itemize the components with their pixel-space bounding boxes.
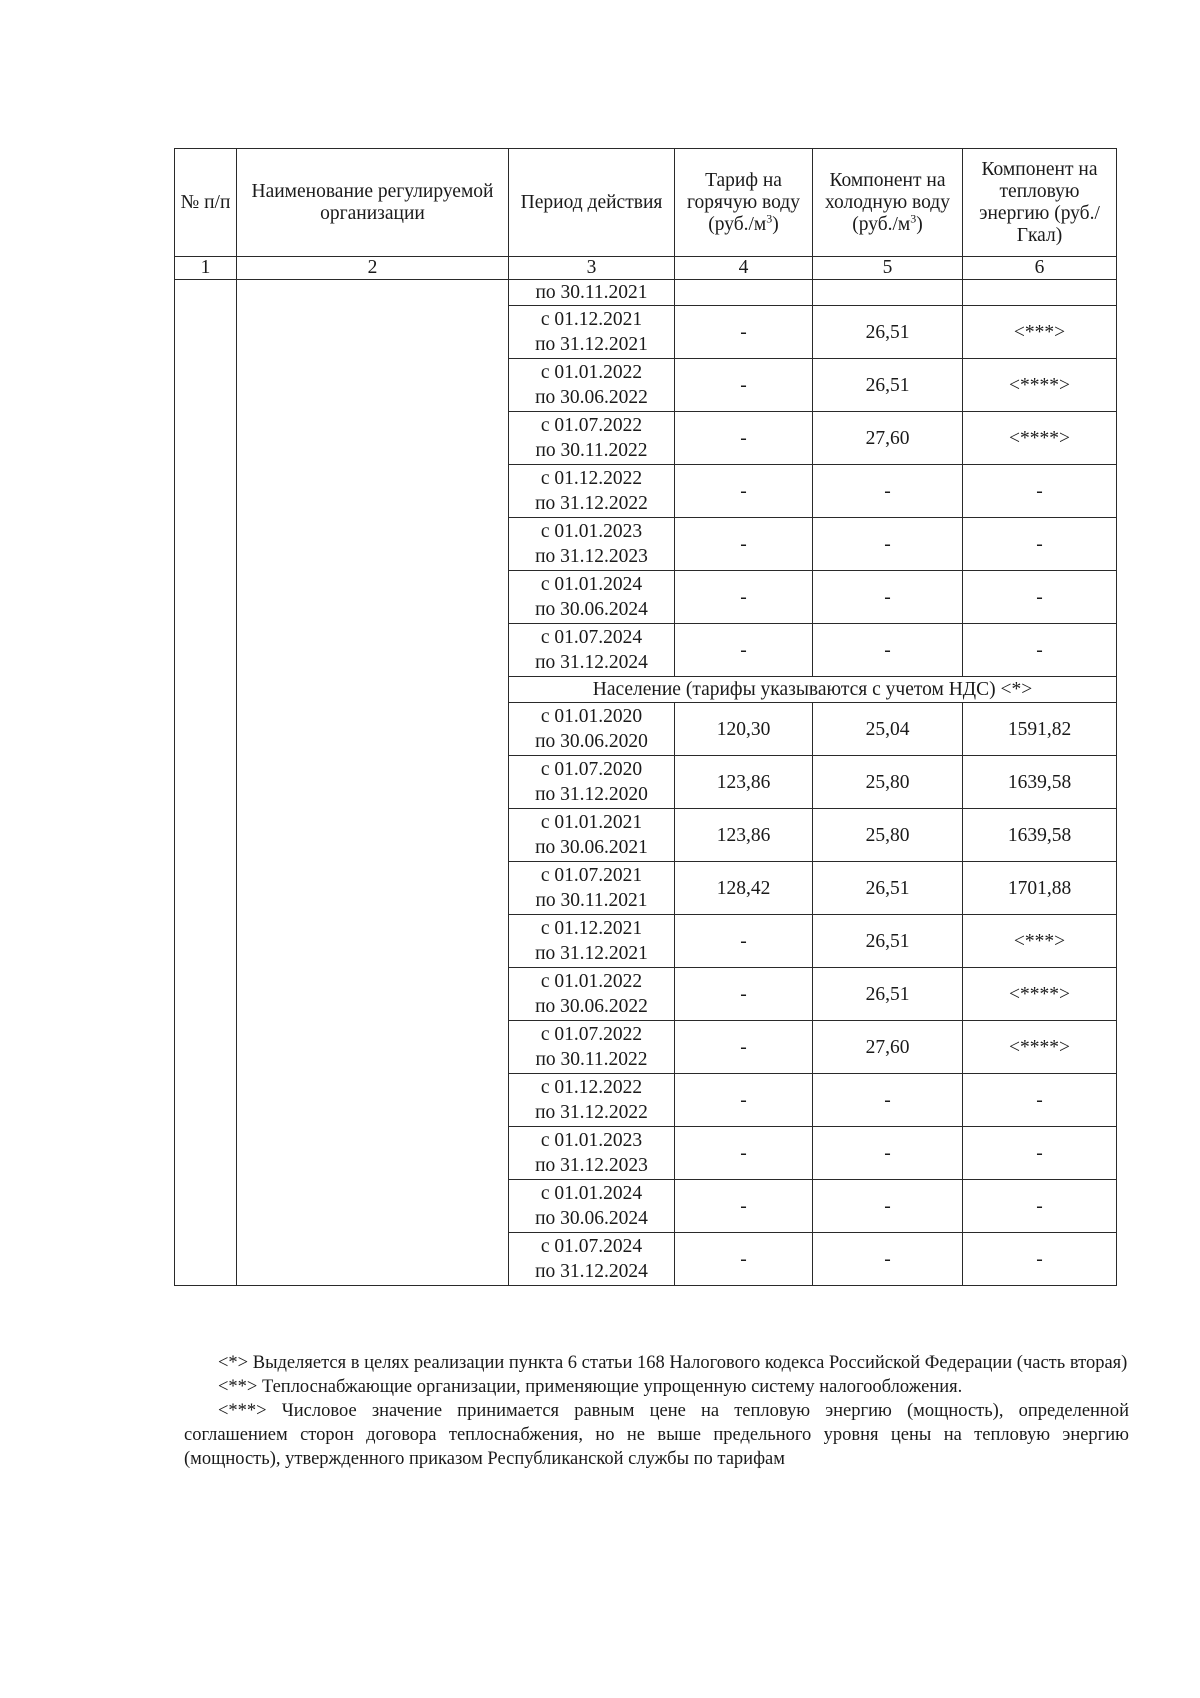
period-start: с 01.01.2022	[540, 971, 643, 992]
heat-component-cell: -	[963, 1180, 1117, 1233]
period-cell	[509, 412, 675, 465]
period-cell: по 30.11.2021	[509, 280, 675, 306]
period-start: с 01.01.2023	[540, 521, 643, 542]
hot-water-cell: -	[675, 968, 813, 1021]
cold-component-cell: 27,60	[813, 1021, 963, 1074]
period-end: по 30.11.2022	[535, 1049, 648, 1070]
cold-component-cell: -	[813, 1127, 963, 1180]
cold-component-cell: 26,51	[813, 968, 963, 1021]
heat-component-cell: -	[963, 624, 1117, 677]
num-cell	[175, 280, 237, 1286]
period-start: с 01.12.2022	[540, 468, 643, 489]
column-number: 2	[237, 257, 509, 280]
period-cell	[509, 915, 675, 968]
footnotes	[184, 1351, 1129, 1471]
period-start: с 01.07.2022	[540, 415, 643, 436]
heat-component-cell: 1639,58	[963, 756, 1117, 809]
hot-water-cell: -	[675, 465, 813, 518]
period-end: по 30.06.2020	[535, 731, 648, 752]
header-hot-water: Тариф на горячую воду $(руб./м^3)$	[675, 149, 813, 257]
period-start: с 01.01.2022	[540, 362, 643, 383]
hot-water-cell: -	[675, 1180, 813, 1233]
hot-water-cell: -	[675, 915, 813, 968]
cold-component-cell: 26,51	[813, 862, 963, 915]
period-start: с 01.07.2024	[540, 627, 643, 648]
cold-component-cell: 25,04	[813, 703, 963, 756]
hot-water-cell: -	[675, 359, 813, 412]
period-start: с 01.12.2021	[540, 918, 643, 939]
heat-component-cell: -	[963, 1074, 1117, 1127]
period-start: с 01.01.2020	[540, 706, 643, 727]
period-cell	[509, 1074, 675, 1127]
period-cell	[509, 571, 675, 624]
header-heat-component: Компонент на тепловую энергию (руб./Гкал)	[963, 149, 1117, 257]
period-start: с 01.07.2020	[540, 759, 643, 780]
hot-water-cell: -	[675, 624, 813, 677]
period-end: по 30.11.2022	[535, 440, 648, 461]
column-number: 5	[813, 257, 963, 280]
heat-component-cell: 1639,58	[963, 809, 1117, 862]
cold-component-cell: -	[813, 1233, 963, 1286]
period-cell	[509, 306, 675, 359]
org-cell	[237, 280, 509, 1286]
period-end: по 30.06.2022	[535, 387, 648, 408]
column-number: 6	[963, 257, 1117, 280]
hot-water-cell: -	[675, 571, 813, 624]
period-end: по 31.12.2020	[535, 784, 648, 805]
period-start: с 01.07.2024	[540, 1236, 643, 1257]
period-end: по 31.12.2021	[535, 943, 648, 964]
section-label: Население (тарифы указываются с учетом НДС) <*>	[509, 677, 1117, 703]
period-cell	[509, 703, 675, 756]
header-period: Период действия	[509, 149, 675, 257]
column-number-row	[175, 257, 1117, 280]
cold-component-cell: -	[813, 571, 963, 624]
hot-water-cell: 120,30	[675, 703, 813, 756]
column-number: 1	[175, 257, 237, 280]
heat-component-cell: -	[963, 571, 1117, 624]
hot-water-cell: -	[675, 412, 813, 465]
period-cell	[509, 1127, 675, 1180]
table-body	[175, 280, 1117, 1286]
cold-component-cell	[813, 280, 963, 306]
cold-component-cell: 26,51	[813, 359, 963, 412]
table-row	[175, 280, 1117, 306]
header-org: Наименование регулируемой организации	[237, 149, 509, 257]
column-number: 4	[675, 257, 813, 280]
cold-component-cell: 27,60	[813, 412, 963, 465]
hot-water-cell: 128,42	[675, 862, 813, 915]
period-cell	[509, 1233, 675, 1286]
period-cell	[509, 756, 675, 809]
period-cell	[509, 1021, 675, 1074]
footnote-1: <*> Выделяется в целях реализации пункта 6 статьи 168 Налогового кодекса Российской Федерации (часть вторая)	[218, 1353, 1128, 1373]
period-end: по 31.12.2023	[535, 1155, 648, 1176]
hot-water-cell: -	[675, 1127, 813, 1180]
heat-component-cell: -	[963, 1127, 1117, 1180]
heat-component-cell: <****>	[963, 412, 1117, 465]
period-end: по 31.12.2021	[535, 334, 648, 355]
header-row	[175, 149, 1117, 257]
period-cell	[509, 465, 675, 518]
hot-water-cell: -	[675, 306, 813, 359]
period-end: по 31.12.2024	[535, 652, 648, 673]
cold-component-cell: 25,80	[813, 756, 963, 809]
heat-component-cell: <****>	[963, 968, 1117, 1021]
cold-component-cell: -	[813, 518, 963, 571]
period-end: по 30.06.2021	[535, 837, 648, 858]
cold-component-cell: -	[813, 624, 963, 677]
period-start: с 01.07.2022	[540, 1024, 643, 1045]
period-end: по 31.12.2023	[535, 546, 648, 567]
heat-component-cell: 1701,88	[963, 862, 1117, 915]
cold-component-cell: -	[813, 1074, 963, 1127]
period-end: по 30.06.2022	[535, 996, 648, 1017]
cold-component-cell: -	[813, 465, 963, 518]
period-cell	[509, 809, 675, 862]
hot-water-cell: -	[675, 1021, 813, 1074]
period-end: по 30.06.2024	[535, 1208, 648, 1229]
hot-water-cell: -	[675, 1074, 813, 1127]
period-end: по 31.12.2024	[535, 1261, 648, 1282]
cold-component-cell: -	[813, 1180, 963, 1233]
period-end: по 30.11.2021	[535, 890, 648, 911]
heat-component-cell: 1591,82	[963, 703, 1117, 756]
period-start: с 01.12.2021	[540, 309, 643, 330]
header-num: № п/п	[175, 149, 237, 257]
period-start: с 01.01.2024	[540, 1183, 643, 1204]
heat-component-cell: -	[963, 465, 1117, 518]
period-end: по 30.06.2024	[535, 599, 648, 620]
cold-component-cell: 26,51	[813, 915, 963, 968]
period-cell	[509, 518, 675, 571]
heat-component-cell: <***>	[963, 915, 1117, 968]
period-start: с 01.01.2024	[540, 574, 643, 595]
period-cell	[509, 359, 675, 412]
period-start: с 01.07.2021	[540, 865, 643, 886]
cold-component-cell: 26,51	[813, 306, 963, 359]
heat-component-cell: <****>	[963, 359, 1117, 412]
column-number: 3	[509, 257, 675, 280]
period-cell	[509, 1180, 675, 1233]
heat-component-cell: -	[963, 518, 1117, 571]
heat-component-cell: <****>	[963, 1021, 1117, 1074]
period-cell	[509, 968, 675, 1021]
period-cell	[509, 624, 675, 677]
header-cold-component: Компонент на холодную воду $(руб./м^3)$	[813, 149, 963, 257]
cold-component-cell: 25,80	[813, 809, 963, 862]
footnote-2: <**> Теплоснабжающие организации, применяющие упрощенную систему налогообложения.	[218, 1377, 963, 1397]
heat-component-cell	[963, 280, 1117, 306]
hot-water-cell: -	[675, 518, 813, 571]
period-start: с 01.12.2022	[540, 1077, 643, 1098]
heat-component-cell: <***>	[963, 306, 1117, 359]
hot-water-cell: -	[675, 1233, 813, 1286]
period-start: с 01.01.2023	[540, 1130, 643, 1151]
period-end: по 31.12.2022	[535, 1102, 648, 1123]
hot-water-cell: 123,86	[675, 809, 813, 862]
hot-water-cell	[675, 280, 813, 306]
hot-water-cell: 123,86	[675, 756, 813, 809]
period-cell	[509, 862, 675, 915]
tariff-table	[174, 148, 1117, 1286]
period-end: по 31.12.2022	[535, 493, 648, 514]
period-start: с 01.01.2021	[540, 812, 643, 833]
footnote-3: <***> Числовое значение принимается равным цене на тепловую энергию (мощность), определенной соглашением сторон договора теплоснабжения, но не выше предельного уровня цены на тепловую энергию (мощность), утвержденного приказом Республиканской службы по тарифам	[184, 1401, 1129, 1469]
heat-component-cell: -	[963, 1233, 1117, 1286]
